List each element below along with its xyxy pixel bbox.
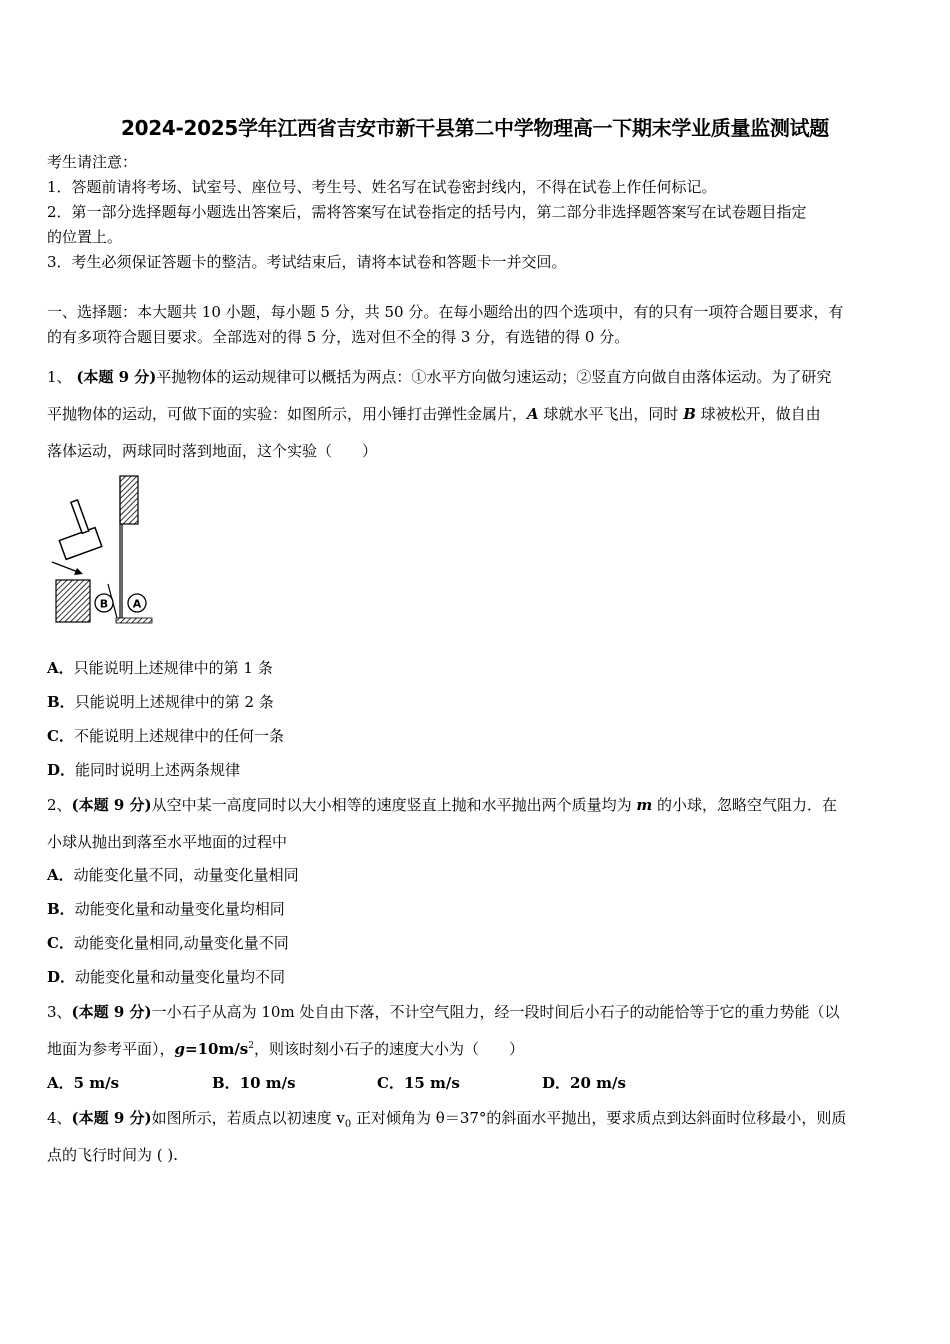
- q2-option-b: B．动能变化量和动量变化量均相同: [47, 900, 285, 918]
- section-instructions: 的有多项符合题目要求。全部选对的得 5 分，选对但不全的得 3 分，有选错的得 0 分。: [47, 328, 630, 346]
- q3-line2: 地面为参考平面），$g=10m/s^2$，则该时刻小石子的速度大小为（ ）: [47, 1040, 525, 1058]
- q1-experiment-figure: [50, 472, 160, 630]
- q3-option-d: D．20 m/s: [542, 1074, 626, 1092]
- q1-option-d: D．能同时说明上述两条规律: [47, 761, 241, 779]
- notice-item: 3．考生必须保证答题卡的整洁。考试结束后，请将本试卷和答题卡一并交回。: [47, 253, 567, 271]
- q3-option-b: B．10 m/s: [212, 1074, 296, 1092]
- notice-heading: 考生请注意：: [47, 153, 138, 171]
- q1-tag: (本题 9 分): [76, 368, 157, 386]
- q1-line2: 平抛物体的运动，可做下面的实验：如图所示，用小锤打击弹性金属片，A 球就水平飞出，同时 B 球被松开，做自由: [47, 405, 821, 423]
- q2-option-a: A．动能变化量不同，动量变化量相同: [47, 866, 299, 884]
- q1-line3: 落体运动，两球同时落到地面，这个实验（ ）: [47, 442, 378, 460]
- q1-option-a: A．只能说明上述规律中的第 1 条: [47, 659, 273, 677]
- ball-b-label: B: [99, 597, 109, 611]
- q1-line1: 1、 (本题 9 分)平抛物体的运动规律可以概括为两点：①水平方向做匀速运动；②竖直方向做自由落体运动。为了研究: [47, 368, 832, 386]
- notice-item: 2．第一部分选择题每小题选出答案后，需将答案写在试卷指定的括号内，第二部分非选择题答案写在试卷题目指定: [47, 203, 807, 221]
- base-block: [56, 580, 90, 622]
- ground: [116, 618, 152, 623]
- q1-option-b: B．只能说明上述规律中的第 2 条: [47, 693, 274, 711]
- q4-line1: 4、(本题 9 分)如图所示，若质点以初速度 $v_0$ 正对倾角为 θ＝37°的斜面水平抛出，要求质点到达斜面时位移最小，则质: [47, 1109, 847, 1130]
- q2-line1: 2、(本题 9 分)从空中某一高度同时以大小相等的速度竖直上抛和水平抛出两个质量均为 m 的小球，忽略空气阻力．在: [47, 796, 838, 814]
- board-block: [120, 476, 138, 524]
- section-instructions: 一、选择题：本大题共 10 小题，每小题 5 分，共 50 分。在每小题给出的四个选项中，有的只有一项符合题目要求，有: [47, 303, 844, 321]
- page-title: 2024-2025学年江西省吉安市新干县第二中学物理高一下期末学业质量监测试题: [121, 116, 829, 140]
- q2-line2: 小球从抛出到落至水平地面的过程中: [47, 833, 288, 851]
- hammer-icon: [50, 498, 102, 560]
- q1-number: 1、: [47, 368, 72, 386]
- q4-line2: 点的飞行时间为 ( ).: [47, 1146, 179, 1164]
- q1-option-c: C．不能说明上述规律中的任何一条: [47, 727, 284, 745]
- q2-option-d: D．动能变化量和动量变化量均不同: [47, 968, 286, 986]
- q3-option-a: A．5 m/s: [47, 1074, 120, 1092]
- ball-a-label: A: [132, 597, 142, 611]
- q3-option-c: C．15 m/s: [377, 1074, 460, 1092]
- notice-item: 1．答题前请将考场、试室号、座位号、考生号、姓名写在试卷密封线内，不得在试卷上作任何标记。: [47, 178, 717, 196]
- q3-line1: 3、(本题 9 分)一小石子从高为 10m 处自由下落，不计空气阻力，经一段时间后小石子的动能恰等于它的重力势能（以: [47, 1003, 840, 1021]
- strike-arrow-icon: [52, 562, 78, 572]
- notice-item: 的位置上。: [47, 228, 123, 246]
- q2-option-c: C．动能变化量相同,动量变化量不同: [47, 934, 289, 952]
